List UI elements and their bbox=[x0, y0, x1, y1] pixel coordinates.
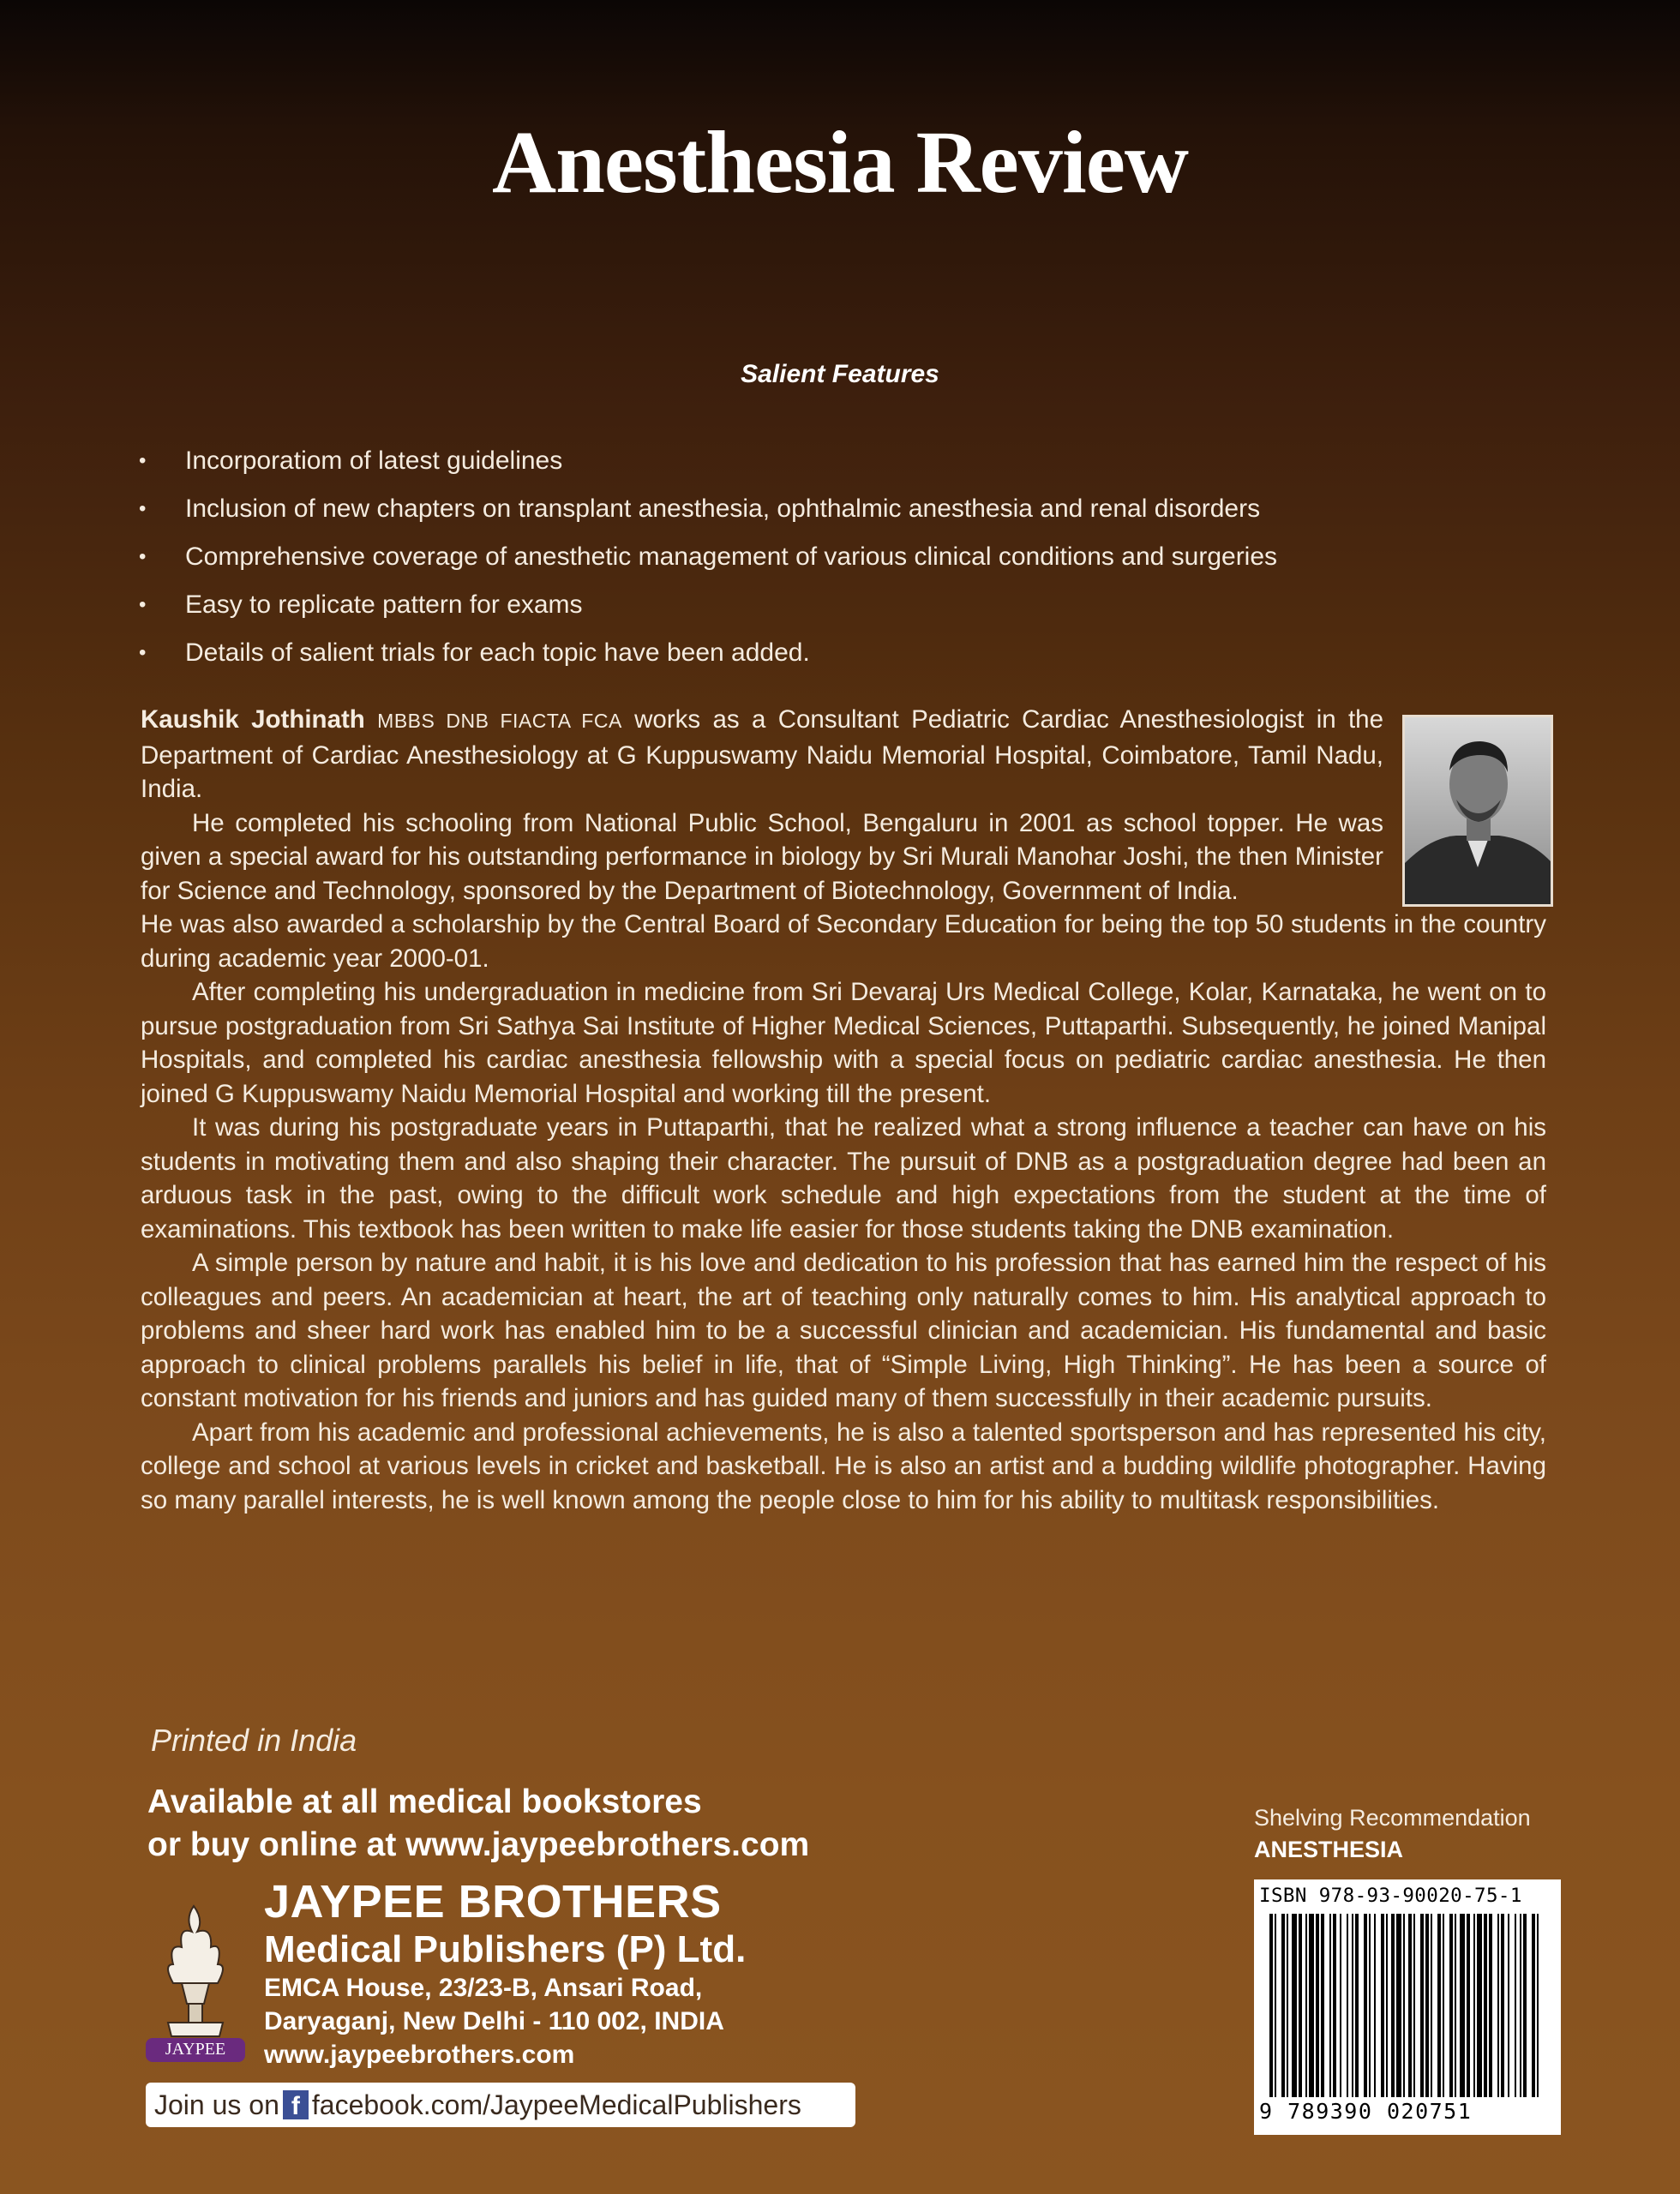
isbn-text: ISBN 978-93-90020-75-1 bbox=[1259, 1885, 1522, 1907]
address-line: Daryaganj, New Delhi - 110 002, INDIA bbox=[264, 2007, 724, 2035]
feature-text: Incorporatiom of latest guidelines bbox=[185, 447, 563, 475]
author-name: Kaushik Jothinath bbox=[141, 705, 365, 734]
logo-text: JAYPEE bbox=[165, 2040, 226, 2059]
bio-paragraph: He completed his schooling from National Public School, Bengaluru in 2001 as school topper. He was given a special award for his outstanding performance in biology by Sri Murali Manohar Joshi, the then Minister for Science and Technology, sponsored by the Department of Biotechnology, Government of India. bbox=[141, 808, 1383, 905]
facebook-icon: f bbox=[283, 2090, 309, 2119]
publisher-logo bbox=[144, 1901, 247, 2064]
availability-line: Available at all medical bookstores bbox=[147, 1783, 702, 1820]
barcode-number: 9 789390 020751 bbox=[1259, 2099, 1473, 2124]
feature-item bbox=[137, 485, 1551, 533]
shelving-label: Shelving Recommendation bbox=[1254, 1805, 1531, 1831]
facebook-banner[interactable] bbox=[146, 2083, 855, 2127]
bio-paragraph: After completing his undergraduation in medicine from Sri Devaraj Urs Medical College, Kolar, Karnataka, he went on to pursue postgraduation from Sri Sathya Sai Institute of Higher Medical Sciences, Puttaparthi. Subsequently, he joined Manipal Hospitals, and completed his cardiac anesthesia fellowship with a special focus on pediatric cardiac anesthesia. He then joined G Kuppuswamy Naidu Memorial Hospital and working till the present. bbox=[141, 978, 1546, 1108]
bullet-icon: • bbox=[139, 545, 147, 568]
publisher-website[interactable]: www.jaypeebrothers.com bbox=[264, 2041, 575, 2069]
bullet-icon: • bbox=[139, 641, 147, 664]
author-credentials: MBBS DNB FIACTA FCA bbox=[377, 710, 622, 732]
feature-text: Comprehensive coverage of anesthetic management of various clinical conditions and surgeries bbox=[185, 543, 1278, 571]
book-title: Anesthesia Review bbox=[491, 113, 1188, 212]
address-line: EMCA House, 23/23-B, Ansari Road, bbox=[264, 1974, 703, 2002]
bio-paragraph: It was during his postgraduate years in Puttaparthi, that he realized what a strong influence a teacher can have on his students in motivating them and also shaping their character. The pursuit of DNB as a postgraduation degree had been an arduous task in the past, owing to the difficult work schedule and high expectations from the student at the time of examinations. This textbook has been written to make life easier for those students taking the DNB examination. bbox=[141, 1113, 1546, 1244]
availability-line: or buy online at www.jaypeebrothers.com bbox=[147, 1826, 810, 1863]
bio-text: works as a Consultant Pediatric Cardiac Anesthesiologist in the Department of Cardiac Anesthesiology at G Kuppuswamy Naidu Memorial Hospital, Coimbatore, Tamil Nadu, India. bbox=[141, 705, 1383, 803]
publisher-name: JAYPEE BROTHERS bbox=[264, 1876, 722, 1927]
barcode bbox=[1254, 1879, 1561, 2135]
bullet-icon: • bbox=[139, 497, 147, 520]
features-list bbox=[137, 437, 1551, 677]
bio-paragraph: Apart from his academic and professional achievements, he is also a talented sportsperson and has represented his city, college and school at various levels in cricket and basketball. He is also an artist and a budding wildlife photographer. Having so many parallel interests, he is well known among the people close to him for his ability to multitask responsibilities. bbox=[141, 1418, 1546, 1514]
shelving-value: ANESTHESIA bbox=[1254, 1837, 1404, 1862]
publisher-subtitle: Medical Publishers (P) Ltd. bbox=[264, 1928, 747, 1970]
feature-item bbox=[137, 629, 1551, 677]
feature-text: Easy to replicate pattern for exams bbox=[185, 590, 583, 619]
facebook-handle[interactable]: facebook.com/JaypeeMedicalPublishers bbox=[311, 2089, 801, 2120]
printed-in-india: Printed in India bbox=[151, 1723, 357, 1758]
author-biography bbox=[141, 703, 1546, 1517]
feature-text: Details of salient trials for each topic have been added. bbox=[185, 638, 810, 667]
facebook-prefix: Join us on bbox=[154, 2089, 279, 2120]
feature-item bbox=[137, 437, 1551, 485]
salient-features-heading: Salient Features bbox=[741, 360, 939, 388]
bullet-icon: • bbox=[139, 449, 147, 472]
feature-text: Inclusion of new chapters on transplant anesthesia, ophthalmic anesthesia and renal disorders bbox=[185, 495, 1261, 523]
bio-paragraph: A simple person by nature and habit, it is his love and dedication to his profession that has earned him the respect of his colleagues and peers. An academician at heart, the art of teaching only naturally comes to him. His analytical approach to problems and sheer hard work has enabled him to be a successful clinician and academician. His fundamental and basic approach to clinical problems parallels his belief in life, that of “Simple Living, High Thinking”. He has been a source of constant motivation for his friends and juniors and has guided many of them successfully in their academic pursuits. bbox=[141, 1249, 1546, 1412]
feature-item bbox=[137, 581, 1551, 629]
feature-item bbox=[137, 533, 1551, 581]
publisher-address bbox=[264, 1971, 724, 2071]
barcode-icon bbox=[1269, 1914, 1545, 2097]
availability-text bbox=[147, 1781, 809, 1867]
bio-paragraph: He was also awarded a scholarship by the Central Board of Secondary Education for being the top 50 students in the country during academic year 2000-01. bbox=[141, 910, 1546, 973]
bullet-icon: • bbox=[139, 593, 147, 616]
bio-paragraph bbox=[141, 703, 1383, 806]
